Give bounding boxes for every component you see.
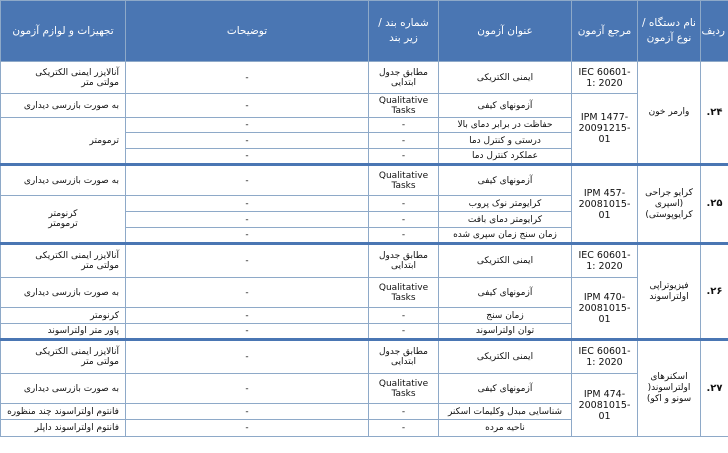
header-device: نام دستگاه / نوع آزمون bbox=[638, 1, 701, 62]
row-number: ۲۵. bbox=[701, 165, 728, 244]
table-row bbox=[1, 340, 728, 374]
table-row bbox=[1, 244, 728, 278]
header-description: توضیحات bbox=[126, 1, 369, 62]
description: - bbox=[126, 420, 369, 437]
test-title: درستی و کنترل دما bbox=[439, 133, 572, 149]
table-row bbox=[1, 374, 728, 404]
header-row-number: ردیف bbox=[701, 1, 728, 62]
clause-number: Qualitative Tasks bbox=[369, 374, 439, 404]
header-equipment: تجهیزات و لوازم آزمون bbox=[1, 1, 126, 62]
description: - bbox=[126, 244, 369, 278]
clause-number: - bbox=[369, 149, 439, 165]
table-body bbox=[1, 62, 728, 437]
device-name: فیزیوتراپی اولتراسوند bbox=[638, 244, 701, 340]
description: - bbox=[126, 94, 369, 118]
clause-number: Qualitative Tasks bbox=[369, 165, 439, 196]
test-reference: IEC 60601-1: 2020 bbox=[572, 244, 638, 278]
clause-number: مطابق جدول ابتدایی bbox=[369, 340, 439, 374]
equipment: آنالایزر ایمنی الکتریکی مولتی متر bbox=[1, 244, 126, 278]
equipment: ترمومتر bbox=[1, 118, 126, 165]
test-reference: IEC 60601-1: 2020 bbox=[572, 340, 638, 374]
description: - bbox=[126, 308, 369, 324]
description: - bbox=[126, 62, 369, 94]
clause-number: - bbox=[369, 196, 439, 212]
table-row bbox=[1, 62, 728, 94]
description: - bbox=[126, 228, 369, 244]
equipment: فانتوم اولتراسوند داپلر bbox=[1, 420, 126, 437]
header-reference: مرجع آزمون bbox=[572, 1, 638, 62]
equipment: آنالایزر ایمنی الکتریکی مولتی متر bbox=[1, 62, 126, 94]
equipment: به صورت بازرسی دیداری bbox=[1, 374, 126, 404]
row-number: ۲۷. bbox=[701, 340, 728, 437]
clause-number: - bbox=[369, 118, 439, 133]
equipment: به صورت بازرسی دیداری bbox=[1, 94, 126, 118]
description: - bbox=[126, 165, 369, 196]
clause-number: - bbox=[369, 420, 439, 437]
test-title: عملکرد کنترل دما bbox=[439, 149, 572, 165]
equipment: کرنومتر bbox=[1, 308, 126, 324]
test-title: شناسایی مبدل وکلیمات اسکنر bbox=[439, 404, 572, 420]
equipment: به صورت بازرسی دیداری bbox=[1, 278, 126, 308]
equipment: به صورت بازرسی دیداری bbox=[1, 165, 126, 196]
test-title: کرایومتر نوک پروب bbox=[439, 196, 572, 212]
clause-number: - bbox=[369, 308, 439, 324]
test-title: ایمنی الکتریکی bbox=[439, 340, 572, 374]
test-reference: IPM 457-20081015-01 bbox=[572, 165, 638, 244]
description: - bbox=[126, 133, 369, 149]
test-title: توان اولتراسوند bbox=[439, 324, 572, 340]
test-title: آزمونهای کیفی bbox=[439, 94, 572, 118]
row-number: ۲۴. bbox=[701, 62, 728, 165]
equipment: فانتوم اولتراسوند چند منظوره bbox=[1, 404, 126, 420]
test-title: آزمونهای کیفی bbox=[439, 374, 572, 404]
table-row bbox=[1, 165, 728, 196]
clause-number: مطابق جدول ابتدایی bbox=[369, 62, 439, 94]
header-test-title: عنوان آزمون bbox=[439, 1, 572, 62]
test-reference: IEC 60601-1: 2020 bbox=[572, 62, 638, 94]
test-title: ایمنی الکتریکی bbox=[439, 244, 572, 278]
clause-number: - bbox=[369, 228, 439, 244]
description: - bbox=[126, 149, 369, 165]
device-name: وارمر خون bbox=[638, 62, 701, 165]
description: - bbox=[126, 196, 369, 212]
test-title: ایمنی الکتریکی bbox=[439, 62, 572, 94]
test-title: حفاظت در برابر دمای بالا bbox=[439, 118, 572, 133]
clause-number: - bbox=[369, 404, 439, 420]
equipment: پاور متر اولتراسوند bbox=[1, 324, 126, 340]
description: - bbox=[126, 404, 369, 420]
equipment: آنالایزر ایمنی الکتریکی مولتی متر bbox=[1, 340, 126, 374]
clause-number: - bbox=[369, 212, 439, 228]
test-title: زمان سنج bbox=[439, 308, 572, 324]
test-reference: IPM 474-20081015-01 bbox=[572, 374, 638, 437]
table-row bbox=[1, 278, 728, 308]
description: - bbox=[126, 340, 369, 374]
description: - bbox=[126, 212, 369, 228]
description: - bbox=[126, 278, 369, 308]
description: - bbox=[126, 374, 369, 404]
test-title: زمان سنج زمان سپری شده bbox=[439, 228, 572, 244]
table-row bbox=[1, 94, 728, 118]
header-clause: شماره بند / زیر بند bbox=[369, 1, 439, 62]
test-title: کرایومتر دمای بافت bbox=[439, 212, 572, 228]
description: - bbox=[126, 118, 369, 133]
test-title: آزمونهای کیفی bbox=[439, 278, 572, 308]
test-reference: IPM 1477-20091215-01 bbox=[572, 94, 638, 165]
equipment: کرنومتر ترمومتر bbox=[1, 196, 126, 244]
header-row bbox=[1, 1, 728, 62]
clause-number: - bbox=[369, 133, 439, 149]
clause-number: مطابق جدول ابتدایی bbox=[369, 244, 439, 278]
row-number: ۲۶. bbox=[701, 244, 728, 340]
clause-number: Qualitative Tasks bbox=[369, 278, 439, 308]
test-reference: IPM 470-20081015-01 bbox=[572, 278, 638, 340]
description: - bbox=[126, 324, 369, 340]
test-title: آزمونهای کیفی bbox=[439, 165, 572, 196]
device-name: اسکنرهای اولتراسوند( سونو و اکو) bbox=[638, 340, 701, 437]
clause-number: Qualitative Tasks bbox=[369, 94, 439, 118]
device-name: کرایو جراحی (اسپری کرایوپوستی) bbox=[638, 165, 701, 244]
test-title: ناحیه مرده bbox=[439, 420, 572, 437]
clause-number: - bbox=[369, 324, 439, 340]
